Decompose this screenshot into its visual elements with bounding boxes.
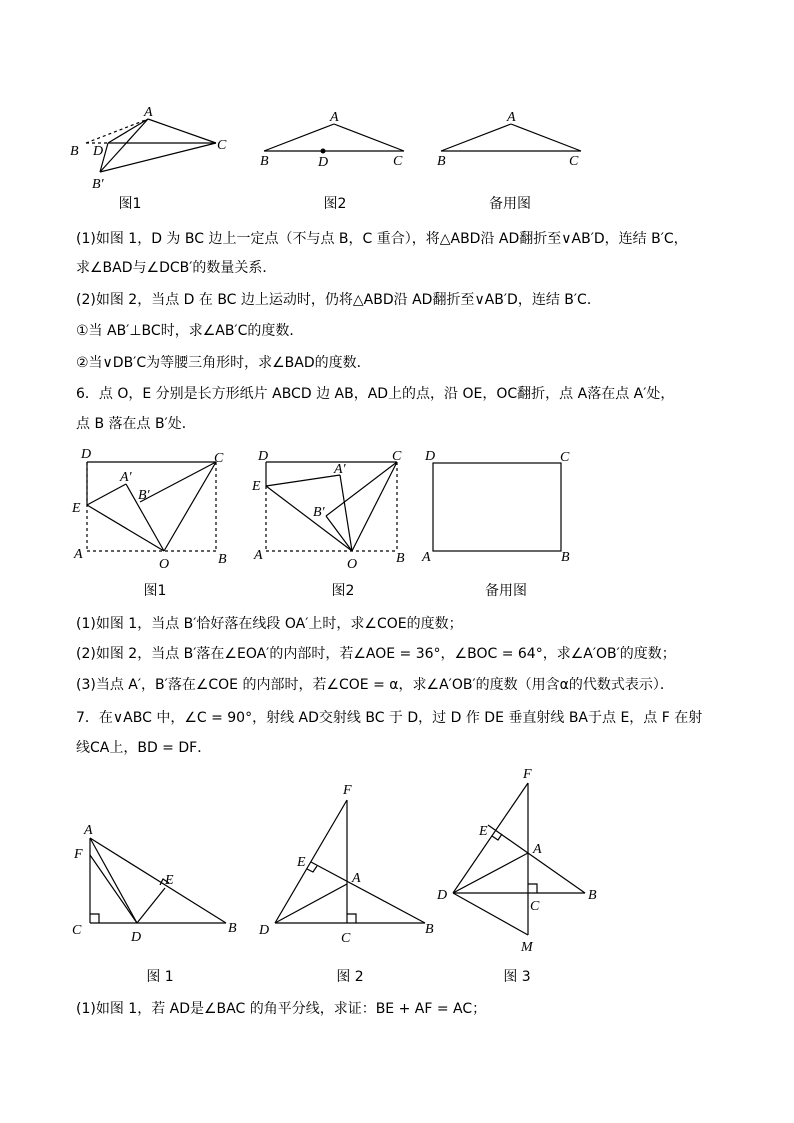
p7-caption-1: 图 1: [146, 969, 174, 985]
p6-figure-3: [420, 440, 580, 565]
p6f2-label-O: O: [347, 557, 358, 572]
p7-question-1: (1)如图 1，若 AD是∠BAC 的角平分线，求证：BE + AF = AC；: [76, 1001, 487, 1017]
p7f2-label-D: D: [259, 923, 270, 938]
p5f2-label-B: B: [260, 154, 269, 169]
p7f3-label-F: F: [523, 767, 532, 782]
p6f1-label-O: O: [159, 557, 170, 572]
p5f1-label-C: C: [217, 138, 227, 153]
p6f2-label-B: B: [396, 551, 405, 566]
p6-caption-1: 图1: [143, 583, 167, 599]
p6f2-label-Bp: B′: [313, 505, 325, 520]
p5f1-label-D: D: [93, 144, 104, 159]
p6-question-3: (3)当点 A′，B′落在∠COE 的内部时，若∠COE = α，求∠A′OB′的度数（用含α的代数式表示）．: [76, 677, 674, 693]
p7f1-label-E: E: [165, 873, 174, 888]
p7-stem-line1: 7．在∨ABC 中，∠C = 90°，射线 AD交射线 BC 于 D，过 D 作 DE 垂直射线 BA于点 E，点 F 在射: [76, 710, 703, 726]
p6f1-label-D: D: [81, 447, 92, 462]
p5-figure-2: [255, 105, 415, 170]
p6-question-1: (1)如图 1，当点 B′恰好落在线段 OA′上时，求∠COE的度数；: [76, 616, 463, 632]
p7f1-label-C: C: [72, 923, 82, 938]
p7f3-label-B: B: [588, 888, 597, 903]
p5f3-label-C: C: [569, 154, 579, 169]
p6f3-label-D: D: [425, 449, 436, 464]
p6f2-label-C: C: [392, 449, 402, 464]
p5-q1-line2: 求∠BAD与∠DCB′的数量关系．: [76, 260, 277, 276]
p7-caption-3: 图 3: [503, 969, 531, 985]
p6f2-label-A: A: [254, 548, 263, 563]
p7f1-label-F: F: [74, 847, 83, 862]
p6-question-2: (2)如图 2，当点 B′落在∠EOA′的内部时，若∠AOE = 36°，∠BOC = 64°，求∠A′OB′的度数；: [76, 646, 676, 662]
p7f3-label-E: E: [479, 824, 488, 839]
p7f3-label-D: D: [437, 888, 448, 903]
p7f2-label-E: E: [297, 855, 306, 870]
p6f3-label-C: C: [560, 450, 570, 465]
p7f3-label-A: A: [533, 842, 542, 857]
p5-caption-3: 备用图: [489, 196, 531, 212]
p5-q2-part1: ①当 AB′⊥BC时，求∠AB′C的度数．: [76, 323, 304, 339]
p6f1-label-Bp: B′: [138, 488, 150, 503]
p6f3-label-A: A: [422, 550, 431, 565]
p6f2-label-D: D: [258, 449, 269, 464]
p7f1-label-A: A: [84, 823, 93, 838]
p6f1-label-A: A: [74, 547, 83, 562]
p5-q2-part2: ②当∨DB′C为等腰三角形时，求∠BAD的度数．: [76, 355, 371, 371]
p5-figure-3: [430, 105, 590, 170]
p5-q2-line: (2)如图 2，当点 D 在 BC 边上运动时，仍将△ABD沿 AD翻折至∨AB′D，连结 B′C．: [76, 292, 601, 308]
p7-stem-line2: 线CA上，BD = DF．: [76, 740, 212, 756]
p7f1-label-D: D: [131, 930, 142, 945]
p6f2-label-E: E: [252, 479, 261, 494]
p6-figure-2: [245, 440, 420, 575]
p7f2-label-B: B: [425, 922, 434, 937]
p6-figure-1: [65, 440, 245, 575]
p6f1-label-Ap: A′: [120, 470, 132, 485]
p7f2-label-F: F: [343, 783, 352, 798]
p5f1-label-B: B: [70, 144, 79, 159]
p6f1-label-B: B: [218, 552, 227, 567]
p5f2-label-C: C: [393, 154, 403, 169]
p7f2-label-C: C: [341, 931, 351, 946]
p5-q1-line1: (1)如图 1，D 为 BC 边上一定点（不与点 B，C 重合），将△ABD沿 AD翻折至∨AB′D，连结 B′C，: [76, 231, 688, 247]
p7-figure-3: [430, 760, 610, 965]
p7-caption-2: 图 2: [336, 969, 364, 985]
p7f3-label-C: C: [530, 899, 540, 914]
p6f1-label-C: C: [214, 451, 224, 466]
p7-figure-2: [250, 775, 448, 946]
p5f1-label-A: A: [144, 105, 153, 120]
p6-caption-3: 备用图: [485, 583, 527, 599]
p6-stem-line1: 6．点 O，E 分别是长方形纸片 ABCD 边 AB，AD上的点，沿 OE，OC翻折，点 A落在点 A′处，: [76, 386, 675, 402]
p6f1-label-E: E: [72, 501, 81, 516]
p7f1-label-B: B: [228, 921, 237, 936]
p5-figure-1: [60, 100, 240, 195]
p5f3-label-B: B: [437, 154, 446, 169]
p5f3-label-A: A: [507, 110, 516, 125]
p7f2-label-A: A: [352, 871, 361, 886]
p5-caption-2: 图2: [323, 196, 347, 212]
p5f2-label-D: D: [318, 155, 329, 170]
p5f1-label-Bp: B′: [92, 177, 104, 192]
p6f2-label-Ap: A′: [334, 462, 346, 477]
p7f3-label-M: M: [521, 940, 533, 955]
p6-stem-line2: 点 B 落在点 B′处．: [76, 416, 196, 432]
p6f3-label-B: B: [561, 550, 570, 565]
p5f2-label-A: A: [330, 110, 339, 125]
p7-figure-1: [65, 810, 250, 945]
p5-caption-1: 图1: [118, 196, 142, 212]
p6-caption-2: 图2: [331, 583, 355, 599]
